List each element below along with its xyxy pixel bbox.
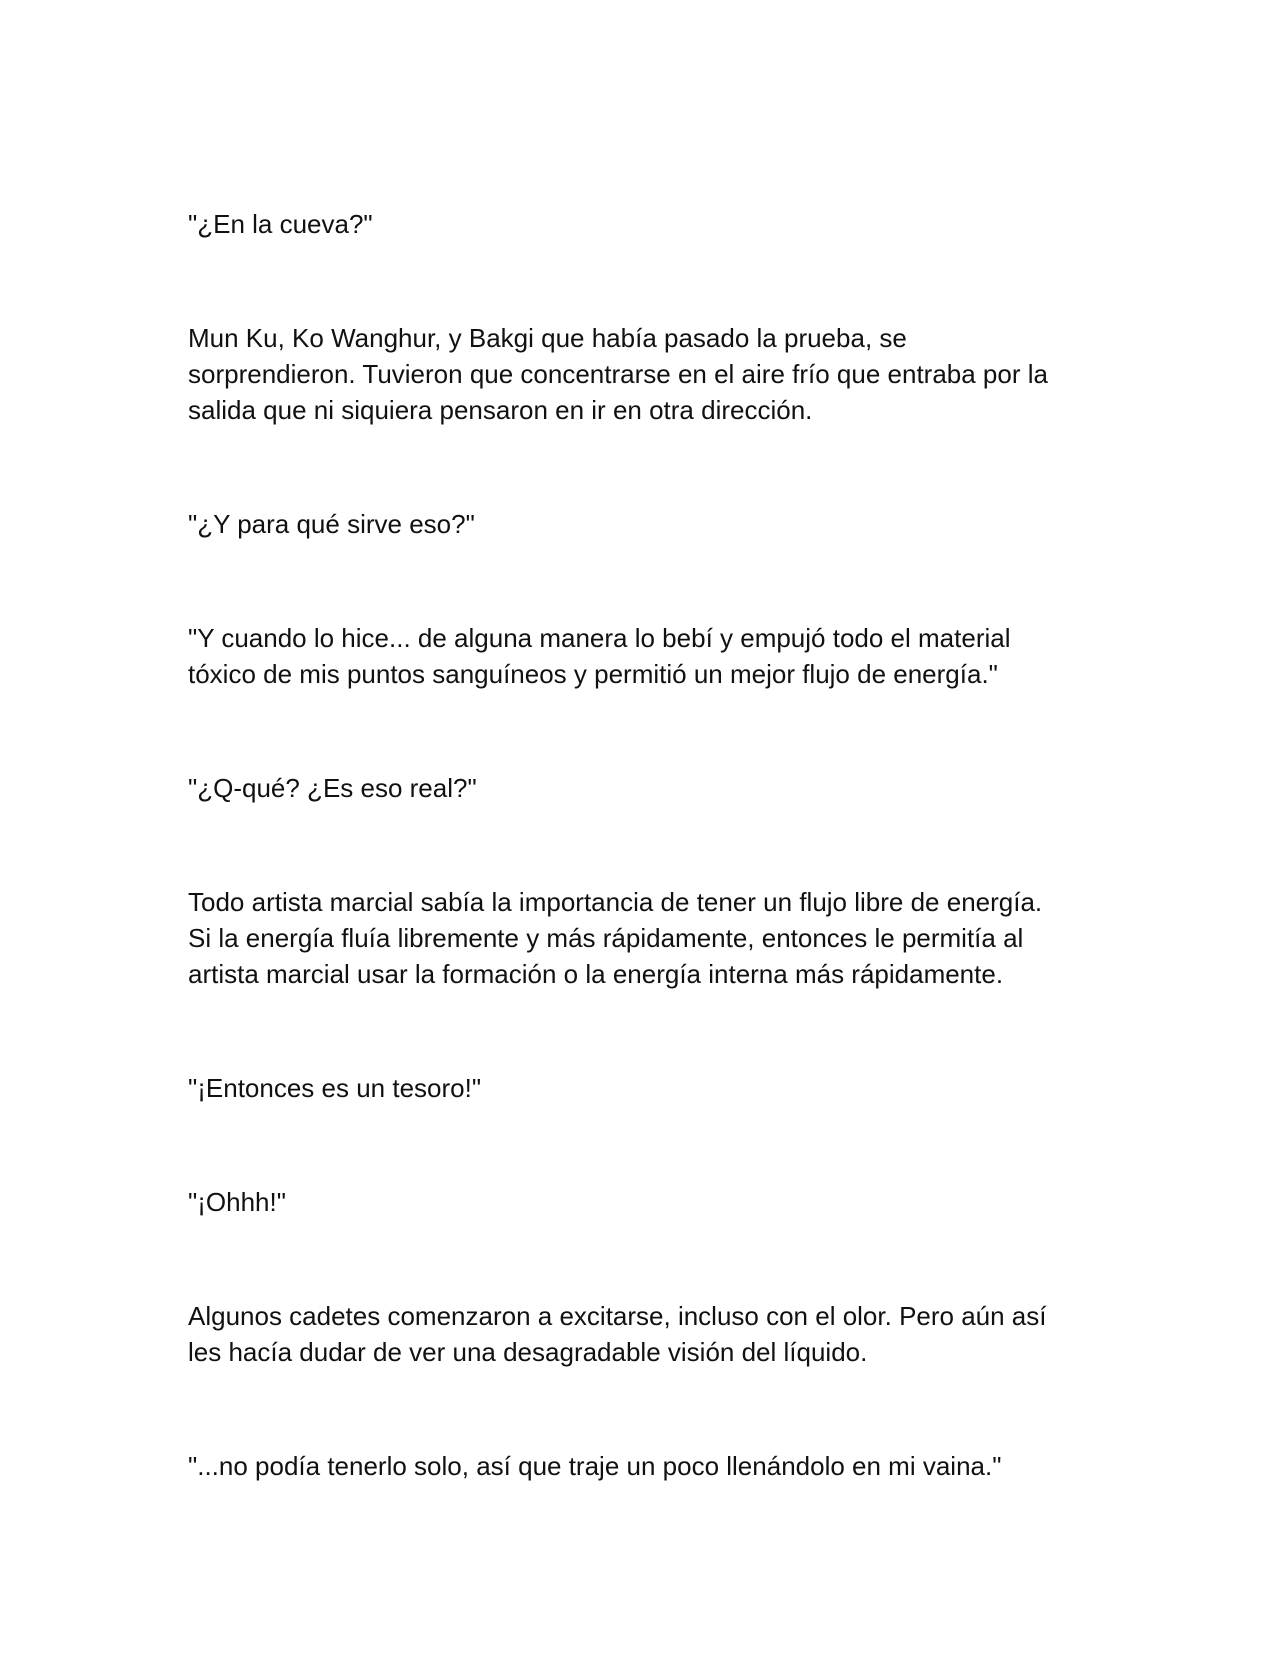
- paragraph: "¡Entonces es un tesoro!": [188, 1073, 482, 1103]
- paragraph: "¿Q-qué? ¿Es eso real?": [188, 773, 477, 803]
- paragraph: "¿En la cueva?": [188, 209, 373, 239]
- paragraph: "¿Y para qué sirve eso?": [188, 509, 475, 539]
- paragraph: "...no podía tenerlo solo, así que traje un poco llenándolo en mi vaina.": [188, 1451, 1002, 1481]
- paragraph: Mun Ku, Ko Wanghur, y Bakgi que había pasado la prueba, se sorprendieron. Tuvieron que concentrarse en el aire frío que entraba por la salida que ni siquiera pensaron en ir en otra dirección.: [188, 323, 1048, 425]
- paragraph: Algunos cadetes comenzaron a excitarse, incluso con el olor. Pero aún así les hacía dudar de ver una desagradable visión del líquido.: [188, 1301, 1047, 1367]
- paragraph: Todo artista marcial sabía la importancia de tener un flujo libre de energía. Si la energía fluía libremente y más rápidamente, entonces le permitía al artista marcial usar la formación o la energía interna más rápidamente.: [188, 887, 1043, 989]
- paragraph: "Y cuando lo hice... de alguna manera lo bebí y empujó todo el material tóxico de mis puntos sanguíneos y permitió un mejor flujo de energía.": [188, 623, 1011, 689]
- paragraph: "¡Ohhh!": [188, 1187, 286, 1217]
